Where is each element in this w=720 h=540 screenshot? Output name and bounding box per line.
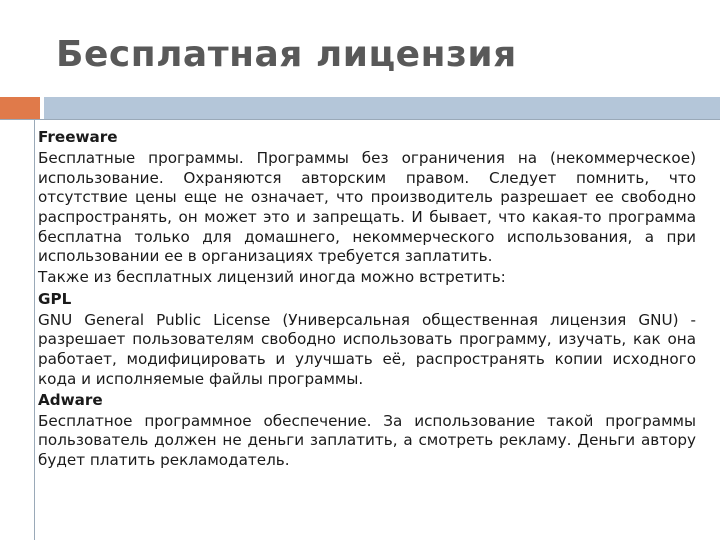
paragraph-freeware-description: Бесплатные программы. Программы без ограничения на (некоммерческое) использование. Охраняются авторским правом. Следует помнить, что отсутствие цены еще не означает, что производитель разрешает ее свободно распространять, он может это и запрещать. И бывает, что какая-то программа бесплатна только для домашнего, некоммерческого использования, а при использовании ее в организациях требуется заплатить. — [38, 149, 696, 266]
slide-title: Бесплатная лицензия — [56, 34, 517, 75]
accent-divider-horizontal — [0, 119, 720, 120]
paragraph-other-licenses-intro: Также из бесплатных лицензий иногда можно встретить: — [38, 268, 506, 287]
heading-gpl: GPL — [38, 289, 72, 308]
accent-divider-vertical — [34, 119, 35, 540]
accent-bar-orange — [0, 97, 40, 119]
heading-adware: Adware — [38, 390, 103, 409]
paragraph-gpl-description: GNU General Public License (Универсальная общественная лицензия GNU) - разрешает пользователям свободно использовать программу, изучать, как она работает, модифицировать и улучшать её, распространять копии исходного кода и исполняемые файлы программы. — [38, 310, 696, 388]
paragraph-adware-description: Бесплатное программное обеспечение. За использование такой программы пользователь должен не деньги заплатить, а смотреть рекламу. Деньги автору будет платить рекламодатель. — [38, 411, 696, 470]
heading-freeware: Freeware — [38, 128, 118, 146]
slide-body — [38, 128, 696, 472]
accent-bar-blue — [44, 97, 720, 119]
